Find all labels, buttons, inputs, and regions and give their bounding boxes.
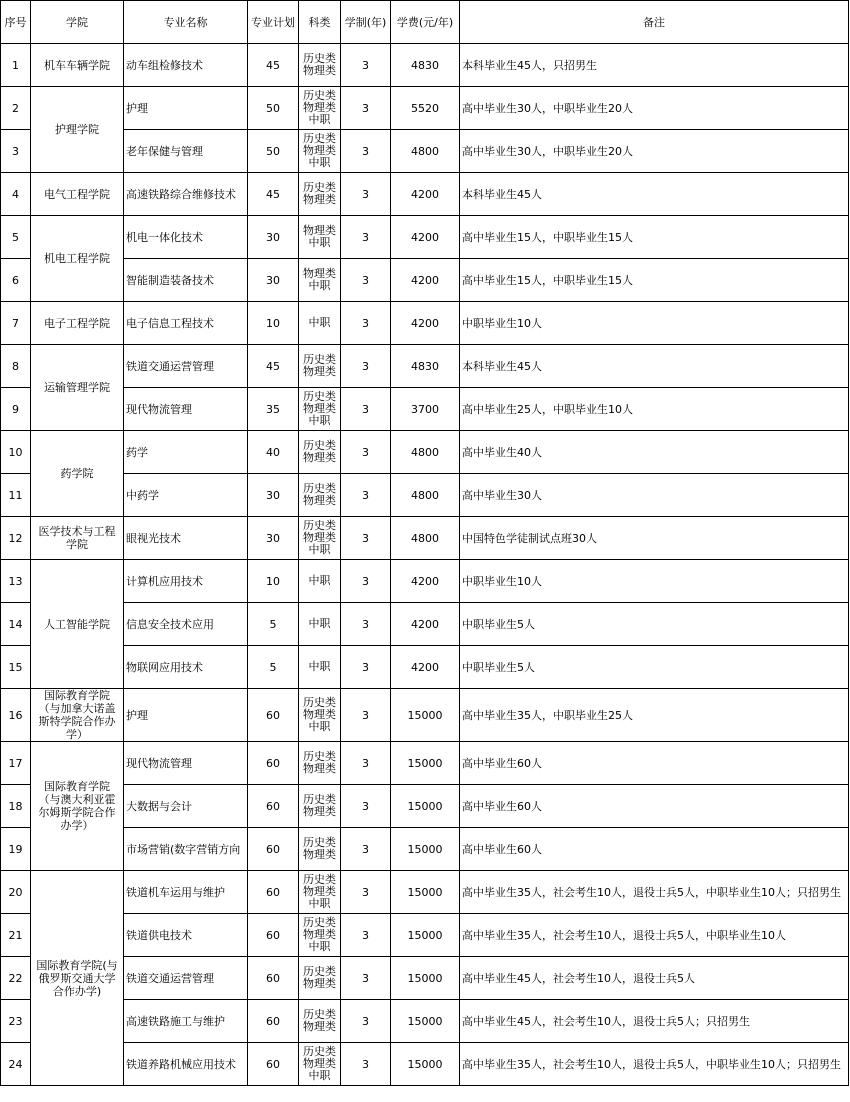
category-item: 历史类 <box>303 793 336 806</box>
tuition-fee: 4800 <box>391 517 460 560</box>
study-years: 3 <box>341 689 391 742</box>
plan-count: 45 <box>248 173 299 216</box>
major-name: 铁道养路机械应用技术 <box>124 1043 248 1086</box>
major-name: 铁道机车运用与维护 <box>124 871 248 914</box>
major-name: 铁道供电技术 <box>124 914 248 957</box>
plan-count: 60 <box>248 742 299 785</box>
study-years: 3 <box>341 1043 391 1086</box>
row-number: 14 <box>1 603 31 646</box>
remarks: 高中毕业生35人，社会考生10人，退役士兵5人，中职毕业生10人；只招男生 <box>460 1043 849 1086</box>
category-item: 历史类 <box>303 89 336 102</box>
remarks: 高中毕业生15人，中职毕业生15人 <box>460 216 849 259</box>
header-row <box>1 1 849 44</box>
major-name: 动车组检修技术 <box>124 44 248 87</box>
college-name-line: 国际教育学院 <box>44 689 110 702</box>
study-years: 3 <box>341 216 391 259</box>
major-name: 物联网应用技术 <box>124 646 248 689</box>
study-years: 3 <box>341 431 391 474</box>
row-number: 10 <box>1 431 31 474</box>
table-row <box>1 957 849 1000</box>
study-years: 3 <box>341 646 391 689</box>
category-item: 中职 <box>308 720 331 733</box>
row-number: 5 <box>1 216 31 259</box>
tuition-fee: 4830 <box>391 345 460 388</box>
study-years: 3 <box>341 87 391 130</box>
major-name: 药学 <box>124 431 248 474</box>
category-item: 历史类 <box>303 750 336 763</box>
tuition-fee: 4200 <box>391 646 460 689</box>
category-item: 物理类 <box>303 224 336 237</box>
major-name: 计算机应用技术 <box>124 560 248 603</box>
remarks: 中职毕业生5人 <box>460 646 849 689</box>
table-row <box>1 173 849 216</box>
major-name: 老年保健与管理 <box>124 130 248 173</box>
row-number: 21 <box>1 914 31 957</box>
table-row <box>1 259 849 302</box>
tuition-fee: 15000 <box>391 914 460 957</box>
row-number: 9 <box>1 388 31 431</box>
college-name-line: 医学技术与工程 <box>38 525 116 538</box>
college-name-line: 护理学院 <box>55 123 99 136</box>
category-cell <box>299 871 341 914</box>
college-name-line: 国际教育学院 <box>44 780 110 793</box>
remarks: 高中毕业生25人，中职毕业生10人 <box>460 388 849 431</box>
category-item: 物理类 <box>303 805 336 818</box>
row-number: 6 <box>1 259 31 302</box>
study-years: 3 <box>341 517 391 560</box>
category-item: 历史类 <box>303 1008 336 1021</box>
plan-count: 60 <box>248 957 299 1000</box>
study-years: 3 <box>341 957 391 1000</box>
header-years: 学制(年) <box>341 1 391 44</box>
table-row <box>1 603 849 646</box>
study-years: 3 <box>341 871 391 914</box>
table-row <box>1 130 849 173</box>
table-row <box>1 87 849 130</box>
major-name: 信息安全技术应用 <box>124 603 248 646</box>
category-item: 历史类 <box>303 519 336 532</box>
category-item: 物理类 <box>303 494 336 507</box>
study-years: 3 <box>341 345 391 388</box>
study-years: 3 <box>341 302 391 345</box>
college-name-line: 机车车辆学院 <box>44 58 110 72</box>
category-item: 物理类 <box>303 64 336 77</box>
category-cell <box>299 914 341 957</box>
college-cell <box>31 44 124 87</box>
category-cell <box>299 828 341 871</box>
college-name-line: 学） <box>66 728 88 741</box>
category-cell <box>299 957 341 1000</box>
plan-count: 30 <box>248 259 299 302</box>
category-cell <box>299 742 341 785</box>
table-row <box>1 388 849 431</box>
table-row <box>1 431 849 474</box>
college-name-line: 机电工程学院 <box>44 252 110 265</box>
college-cell <box>31 871 124 1086</box>
college-name-line: 俄罗斯交通大学 <box>38 971 116 985</box>
row-number: 22 <box>1 957 31 1000</box>
remarks: 高中毕业生45人，社会考生10人，退役士兵5人 <box>460 957 849 1000</box>
remarks: 高中毕业生15人，中职毕业生15人 <box>460 259 849 302</box>
plan-count: 60 <box>248 1000 299 1043</box>
plan-count: 35 <box>248 388 299 431</box>
category-cell <box>299 130 341 173</box>
study-years: 3 <box>341 785 391 828</box>
major-name: 铁道交通运营管理 <box>124 345 248 388</box>
tuition-fee: 4200 <box>391 173 460 216</box>
plan-count: 45 <box>248 345 299 388</box>
table-row <box>1 345 849 388</box>
major-name: 高速铁路综合维修技术 <box>124 173 248 216</box>
category-item: 物理类 <box>303 977 336 990</box>
major-name: 电子信息工程技术 <box>124 302 248 345</box>
row-number: 19 <box>1 828 31 871</box>
category-item: 物理类 <box>303 402 336 415</box>
category-item: 中职 <box>308 543 331 556</box>
plan-count: 60 <box>248 914 299 957</box>
tuition-fee: 4800 <box>391 130 460 173</box>
tuition-fee: 5520 <box>391 87 460 130</box>
plan-count: 60 <box>248 689 299 742</box>
row-number: 12 <box>1 517 31 560</box>
college-name-line: （与加拿大诺盖 <box>38 702 116 715</box>
study-years: 3 <box>341 1000 391 1043</box>
major-name: 眼视光技术 <box>124 517 248 560</box>
major-name: 机电一体化技术 <box>124 216 248 259</box>
remarks: 高中毕业生35人，中职毕业生25人 <box>460 689 849 742</box>
category-item: 物理类 <box>303 365 336 378</box>
table-row <box>1 1043 849 1086</box>
study-years: 3 <box>341 742 391 785</box>
plan-count: 5 <box>248 646 299 689</box>
plan-count: 30 <box>248 517 299 560</box>
tuition-fee: 3700 <box>391 388 460 431</box>
tuition-fee: 15000 <box>391 1043 460 1086</box>
tuition-fee: 15000 <box>391 742 460 785</box>
major-name: 大数据与会计 <box>124 785 248 828</box>
category-cell <box>299 1000 341 1043</box>
remarks: 本科毕业生45人，只招男生 <box>460 44 849 87</box>
remarks: 高中毕业生60人 <box>460 742 849 785</box>
remarks: 高中毕业生35人，社会考生10人，退役士兵5人，中职毕业生10人 <box>460 914 849 957</box>
college-name-line: 办学） <box>60 819 94 832</box>
header-notes: 备注 <box>460 1 849 44</box>
college-name-line: 药学院 <box>60 467 94 480</box>
table-row <box>1 474 849 517</box>
college-cell <box>31 431 124 517</box>
row-number: 16 <box>1 689 31 742</box>
category-item: 历史类 <box>303 439 336 452</box>
row-number: 23 <box>1 1000 31 1043</box>
study-years: 3 <box>341 914 391 957</box>
college-cell <box>31 689 124 742</box>
table-row <box>1 517 849 560</box>
tuition-fee: 15000 <box>391 828 460 871</box>
major-name: 现代物流管理 <box>124 742 248 785</box>
tuition-fee: 15000 <box>391 689 460 742</box>
row-number: 17 <box>1 742 31 785</box>
header-plan: 专业计划 <box>248 1 299 44</box>
tuition-fee: 15000 <box>391 785 460 828</box>
category-item: 物理类 <box>303 144 336 157</box>
row-number: 4 <box>1 173 31 216</box>
table-row <box>1 646 849 689</box>
table-row <box>1 785 849 828</box>
row-number: 13 <box>1 560 31 603</box>
category-item: 物理类 <box>303 1020 336 1033</box>
header-college: 学院 <box>31 1 124 44</box>
college-name-line: （与澳大利亚霍 <box>38 793 116 806</box>
table-row <box>1 216 849 259</box>
major-name: 中药学 <box>124 474 248 517</box>
category-item: 物理类 <box>303 848 336 861</box>
category-item: 中职 <box>308 414 331 427</box>
row-number: 1 <box>1 44 31 87</box>
row-number: 7 <box>1 302 31 345</box>
tuition-fee: 4800 <box>391 474 460 517</box>
study-years: 3 <box>341 130 391 173</box>
remarks: 高中毕业生30人，中职毕业生20人 <box>460 130 849 173</box>
header-category: 科类 <box>299 1 341 44</box>
category-item: 历史类 <box>303 132 336 145</box>
row-number: 11 <box>1 474 31 517</box>
plan-count: 40 <box>248 431 299 474</box>
study-years: 3 <box>341 173 391 216</box>
category-item: 物理类 <box>303 762 336 775</box>
college-cell <box>31 173 124 216</box>
category-item: 物理类 <box>303 531 336 544</box>
category-item: 中职 <box>308 660 331 673</box>
category-item: 历史类 <box>303 390 336 403</box>
table-row <box>1 742 849 785</box>
tuition-fee: 15000 <box>391 1000 460 1043</box>
category-cell <box>299 173 341 216</box>
plan-count: 60 <box>248 1043 299 1086</box>
category-cell <box>299 87 341 130</box>
category-item: 物理类 <box>303 101 336 114</box>
plan-count: 45 <box>248 44 299 87</box>
category-item: 中职 <box>308 897 331 910</box>
category-cell <box>299 216 341 259</box>
row-number: 24 <box>1 1043 31 1086</box>
category-item: 中职 <box>308 574 331 587</box>
category-item: 物理类 <box>303 708 336 721</box>
remarks: 高中毕业生45人，社会考生10人，退役士兵5人；只招男生 <box>460 1000 849 1043</box>
college-name-line: 国际教育学院(与 <box>36 958 118 972</box>
category-item: 历史类 <box>303 52 336 65</box>
remarks: 中职毕业生10人 <box>460 302 849 345</box>
category-cell <box>299 785 341 828</box>
category-item: 物理类 <box>303 885 336 898</box>
category-cell <box>299 345 341 388</box>
category-item: 历史类 <box>303 181 336 194</box>
category-cell <box>299 302 341 345</box>
remarks: 本科毕业生45人 <box>460 345 849 388</box>
row-number: 2 <box>1 87 31 130</box>
remarks: 高中毕业生30人，中职毕业生20人 <box>460 87 849 130</box>
study-years: 3 <box>341 828 391 871</box>
major-name: 市场营销(数字营销方向 <box>124 828 248 871</box>
study-years: 3 <box>341 603 391 646</box>
college-name-line: 尔姆斯学院合作 <box>38 806 116 819</box>
major-name: 铁道交通运营管理 <box>124 957 248 1000</box>
category-cell <box>299 646 341 689</box>
category-item: 中职 <box>308 316 331 329</box>
table-row <box>1 871 849 914</box>
category-item: 历史类 <box>303 873 336 886</box>
remarks: 高中毕业生40人 <box>460 431 849 474</box>
tuition-fee: 4200 <box>391 560 460 603</box>
major-name: 现代物流管理 <box>124 388 248 431</box>
category-item: 中职 <box>308 236 331 249</box>
header-no: 序号 <box>1 1 31 44</box>
college-cell <box>31 87 124 173</box>
tuition-fee: 15000 <box>391 957 460 1000</box>
plan-count: 50 <box>248 87 299 130</box>
category-item: 中职 <box>308 113 331 126</box>
category-item: 中职 <box>308 156 331 169</box>
tuition-fee: 4200 <box>391 603 460 646</box>
header-major: 专业名称 <box>124 1 248 44</box>
study-years: 3 <box>341 259 391 302</box>
category-item: 历史类 <box>303 1045 336 1058</box>
major-name: 高速铁路施工与维护 <box>124 1000 248 1043</box>
college-name-line: 斯特学院合作办 <box>38 715 116 728</box>
remarks: 中职毕业生5人 <box>460 603 849 646</box>
table-row <box>1 44 849 87</box>
row-number: 20 <box>1 871 31 914</box>
table-row <box>1 560 849 603</box>
category-cell <box>299 474 341 517</box>
remarks: 高中毕业生60人 <box>460 828 849 871</box>
plan-count: 60 <box>248 871 299 914</box>
major-name: 智能制造装备技术 <box>124 259 248 302</box>
category-item: 历史类 <box>303 696 336 709</box>
category-item: 历史类 <box>303 353 336 366</box>
row-number: 3 <box>1 130 31 173</box>
category-item: 历史类 <box>303 965 336 978</box>
category-cell <box>299 431 341 474</box>
tuition-fee: 4830 <box>391 44 460 87</box>
category-cell <box>299 689 341 742</box>
row-number: 18 <box>1 785 31 828</box>
row-number: 8 <box>1 345 31 388</box>
table-row <box>1 689 849 742</box>
table-row <box>1 914 849 957</box>
major-name: 护理 <box>124 87 248 130</box>
category-item: 中职 <box>308 279 331 292</box>
plan-count: 5 <box>248 603 299 646</box>
category-cell <box>299 560 341 603</box>
category-cell <box>299 44 341 87</box>
category-cell <box>299 259 341 302</box>
college-name-line: 学院 <box>66 538 88 551</box>
study-years: 3 <box>341 388 391 431</box>
table-row <box>1 302 849 345</box>
category-cell <box>299 388 341 431</box>
category-cell <box>299 603 341 646</box>
category-item: 中职 <box>308 1069 331 1082</box>
remarks: 中职毕业生10人 <box>460 560 849 603</box>
category-item: 中职 <box>308 940 331 953</box>
major-name: 护理 <box>124 689 248 742</box>
table-row <box>1 828 849 871</box>
table-row <box>1 1000 849 1043</box>
tuition-fee: 4200 <box>391 216 460 259</box>
category-cell <box>299 517 341 560</box>
row-number: 15 <box>1 646 31 689</box>
college-name-line: 人工智能学院 <box>44 617 110 631</box>
plan-count: 60 <box>248 828 299 871</box>
tuition-fee: 4800 <box>391 431 460 474</box>
college-name-line: 运输管理学院 <box>44 381 110 394</box>
plan-count: 10 <box>248 560 299 603</box>
remarks: 高中毕业生60人 <box>460 785 849 828</box>
tuition-fee: 4200 <box>391 259 460 302</box>
category-item: 历史类 <box>303 482 336 495</box>
tuition-fee: 15000 <box>391 871 460 914</box>
college-cell <box>31 742 124 871</box>
remarks: 高中毕业生35人，社会考生10人，退役士兵5人，中职毕业生10人；只招男生 <box>460 871 849 914</box>
college-cell <box>31 345 124 431</box>
category-cell <box>299 1043 341 1086</box>
category-item: 中职 <box>308 617 331 630</box>
study-years: 3 <box>341 44 391 87</box>
college-name-line: 合作办学) <box>52 984 102 998</box>
category-item: 物理类 <box>303 928 336 941</box>
header-fee: 学费(元/年) <box>391 1 460 44</box>
college-cell <box>31 560 124 689</box>
study-years: 3 <box>341 560 391 603</box>
college-cell <box>31 302 124 345</box>
college-cell <box>31 216 124 302</box>
college-cell <box>31 517 124 560</box>
plan-count: 30 <box>248 216 299 259</box>
plan-count: 30 <box>248 474 299 517</box>
category-item: 物理类 <box>303 1057 336 1070</box>
category-item: 物理类 <box>303 193 336 206</box>
plan-count: 60 <box>248 785 299 828</box>
category-item: 历史类 <box>303 916 336 929</box>
category-item: 历史类 <box>303 836 336 849</box>
remarks: 本科毕业生45人 <box>460 173 849 216</box>
plan-count: 10 <box>248 302 299 345</box>
tuition-fee: 4200 <box>391 302 460 345</box>
category-item: 物理类 <box>303 451 336 464</box>
remarks: 中国特色学徒制试点班30人 <box>460 517 849 560</box>
plan-count: 50 <box>248 130 299 173</box>
college-name-line: 电气工程学院 <box>44 187 110 201</box>
college-name-line: 电子工程学院 <box>44 316 110 330</box>
remarks: 高中毕业生30人 <box>460 474 849 517</box>
category-item: 物理类 <box>303 267 336 280</box>
study-years: 3 <box>341 474 391 517</box>
